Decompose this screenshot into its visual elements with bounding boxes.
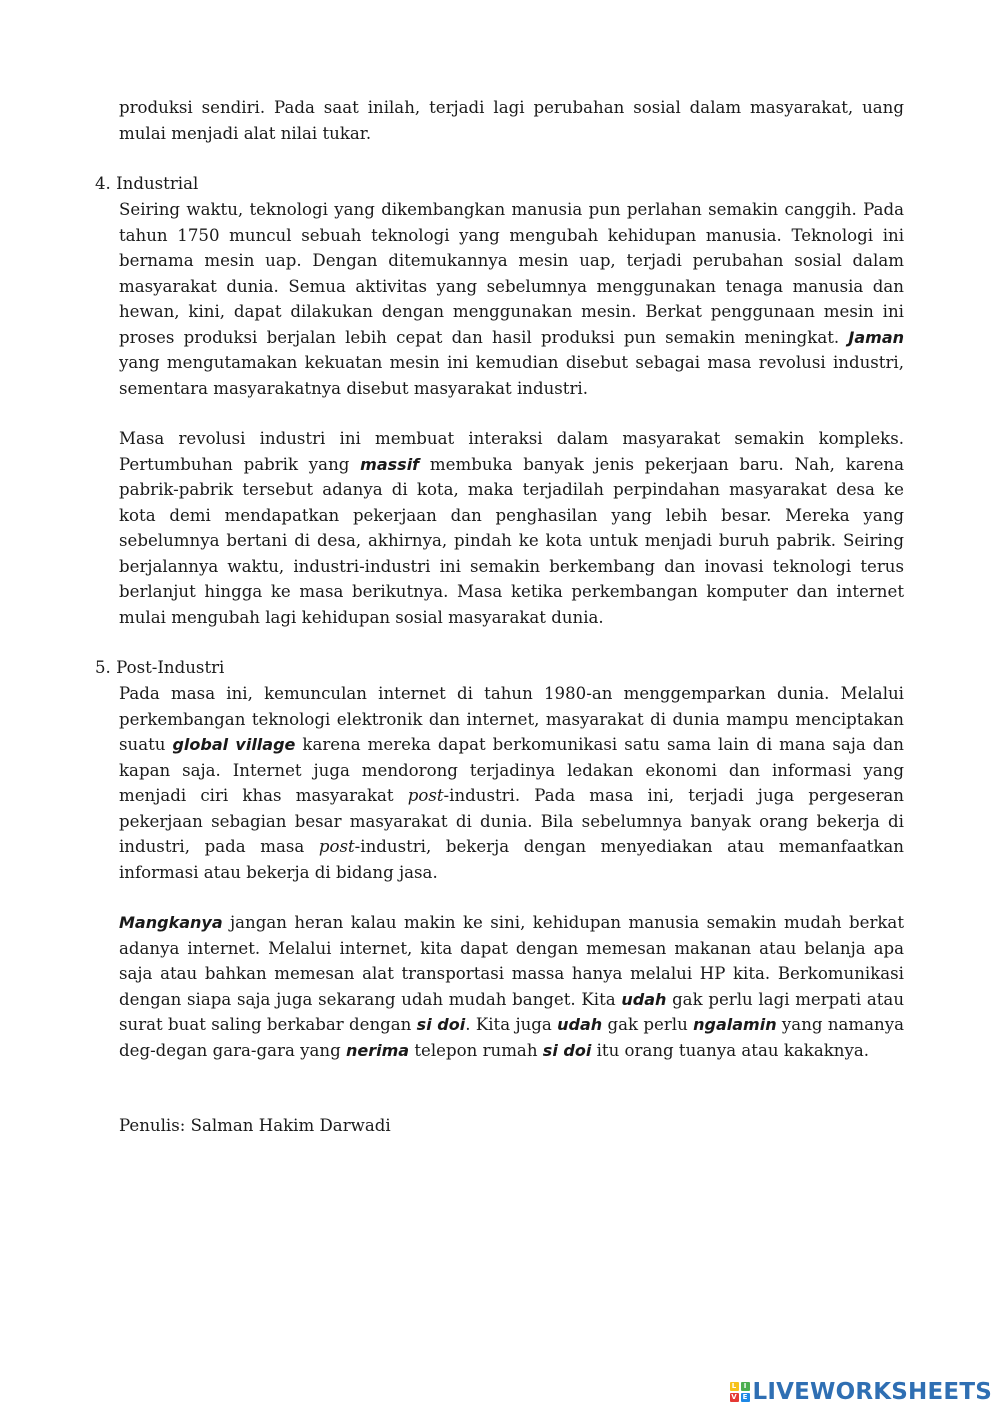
logo-text: LIVEWORKSHEETS	[752, 1379, 992, 1405]
section-5-heading: 5. Post-Industri	[95, 658, 225, 677]
liveworksheets-logo-icon	[730, 1382, 750, 1402]
section-4-paragraph-1	[119, 197, 904, 401]
emphasis-term: si doi	[542, 1040, 592, 1060]
section-4-paragraph-2	[119, 426, 904, 630]
emphasis-term: nerima	[346, 1040, 410, 1060]
text-run: Pada masa ini, kemunculan internet di tahun 1980-an menggemparkan dunia. Melalui perkembangan teknologi elektronik dan internet, masyarakat di dunia mampu menciptakan suatu	[119, 684, 904, 754]
emphasis-term: global village	[172, 735, 296, 754]
text-run: telepon rumah	[409, 1040, 543, 1060]
text-run: membuka banyak jenis pekerjaan baru. Nah, karena pabrik-pabrik tersebut adanya di kota, maka terjadilah perpindahan masyarakat desa ke kota demi mendapatkan pekerjaan dan penghasilan yang lebih besar. Mereka yang sebelumnya bertani di desa, akhirnya, pindah ke kota untuk menjadi buruh pabrik. Seiring berjalannya waktu, industri-industri ini semakin berkembang dan inovasi teknologi terus berlanjut hingga ke masa berikutnya. Masa ketika perkembangan komputer dan internet mulai mengubah lagi kehidupan sosial masyarakat dunia.	[119, 454, 905, 627]
logo-block-v: V	[731, 1393, 737, 1401]
author-credit: Penulis: Salman Hakim Darwadi	[119, 1116, 391, 1135]
logo-block-i: I	[741, 1382, 750, 1391]
emphasis-term: si doi	[416, 1015, 466, 1034]
section-5-paragraph-2	[119, 910, 904, 1063]
text-run: jangan heran kalau makin ke sini, kehidupan manusia semakin mudah berkat adanya internet. Melalui internet, kita dapat dengan memesan makanan atau belanja apa saja atau bahkan memesan alat transportasi massa hanya melalui HP kita. Berkomunikasi dengan siapa saja juga sekarang udah mudah banget. Kita	[119, 913, 904, 1009]
text-run: karena mereka dapat berkomunikasi satu sama lain di mana saja dan kapan saja. Internet juga mendorong terjadinya ledakan ekonomi dan informasi yang menjadi ciri khas masyarakat	[119, 735, 904, 805]
text-run: -industri, bekerja dengan menyediakan atau memanfaatkan informasi atau bekerja di bidang jasa.	[119, 837, 904, 882]
text-run: itu orang tuanya atau kakaknya.	[591, 1040, 869, 1060]
text-run: Seiring waktu, teknologi yang dikembangkan manusia pun perlahan semakin canggih. Pada tahun 1750 muncul sebuah teknologi yang mengubah kehidupan manusia. Teknologi ini bernama mesin uap. Dengan ditemukannya mesin uap, terjadi perubahan sosial dalam masyarakat dunia. Semua aktivitas yang sebelumnya menggunakan tenaga manusia dan hewan, kini, dapat dilakukan dengan menggunakan mesin. Berkat penggunaan mesin ini proses produksi berjalan lebih cepat dan hasil produksi pun semakin meningkat.	[119, 200, 904, 347]
emphasis-term: massif	[360, 454, 420, 474]
logo-block-e: E	[741, 1393, 750, 1402]
emphasis-term: ngalamin	[693, 1015, 777, 1034]
italic-term: post	[318, 837, 355, 856]
section-4-heading: 4. Industrial	[95, 174, 199, 193]
text-run: gak perlu	[602, 1015, 694, 1034]
liveworksheets-logo[interactable]	[730, 1377, 992, 1407]
intro-paragraph: produksi sendiri. Pada saat inilah, terjadi lagi perubahan sosial dalam masyarakat, uang mulai menjadi alat nilai tukar.	[119, 98, 904, 143]
emphasis-term: udah	[621, 989, 667, 1009]
italic-term: post	[407, 786, 444, 805]
text-run: -industri. Pada masa ini, terjadi juga pergeseran pekerjaan sebagian besar masyarakat di dunia. Bila sebelumnya banyak orang bekerja di industri, pada masa	[119, 786, 904, 856]
logo-block-l: L	[730, 1382, 739, 1391]
section-5-paragraph-1	[119, 681, 904, 885]
emphasis-term: Jaman	[848, 327, 904, 347]
text-run: . Kita juga	[465, 1015, 558, 1034]
text-run: yang namanya deg-degan gara-gara yang	[119, 1015, 905, 1060]
text-run: Masa revolusi industri ini membuat interaksi dalam masyarakat semakin kompleks. Pertumbuhan pabrik yang	[119, 429, 904, 474]
text-run: gak perlu lagi merpati atau surat buat saling berkabar dengan	[119, 989, 905, 1034]
text-run: yang mengutamakan kekuatan mesin ini kemudian disebut sebagai masa revolusi industri, sementara masyarakatnya disebut masyarakat industri.	[119, 353, 904, 398]
emphasis-term: Mangkanya	[119, 913, 223, 932]
emphasis-term: udah	[557, 1015, 603, 1034]
